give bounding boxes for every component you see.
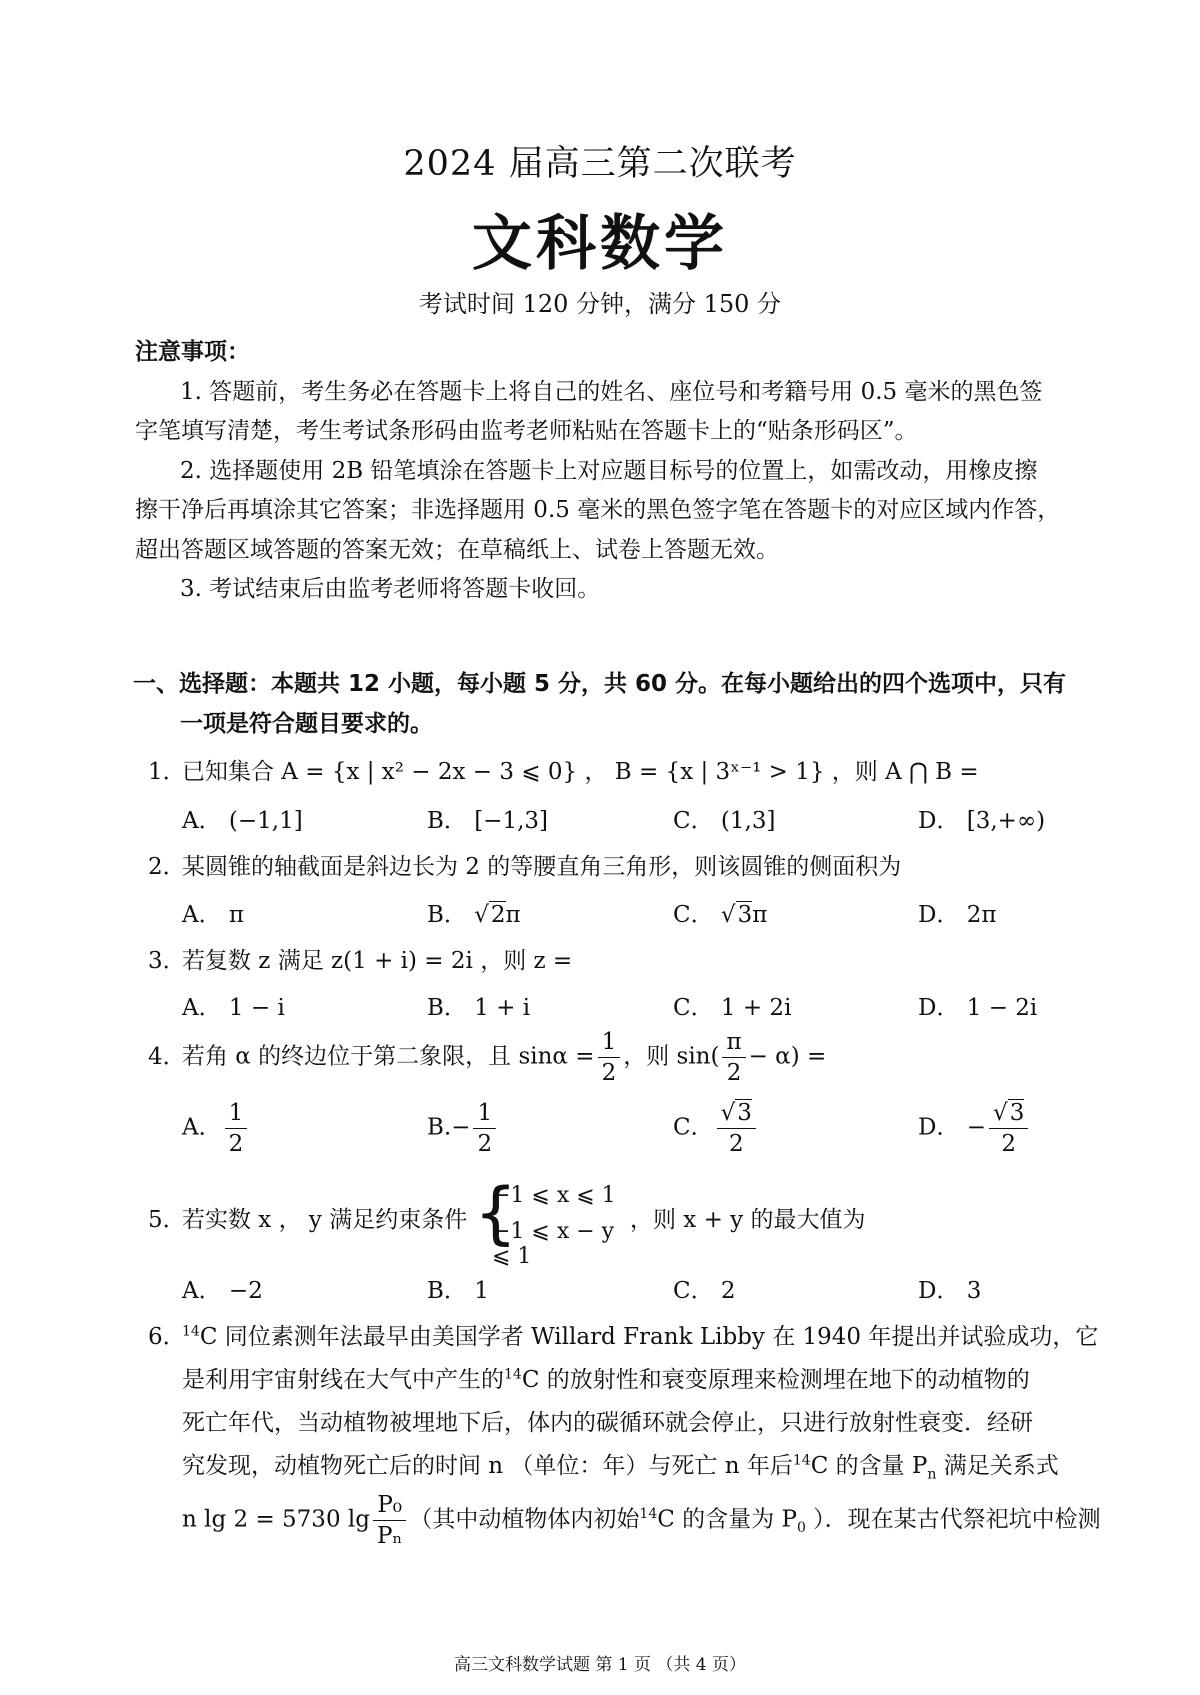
isotope-mass: 14 — [182, 1323, 200, 1340]
question-number: 6． — [148, 1324, 186, 1350]
fraction-denominator: 2 — [728, 1131, 744, 1157]
stem-text: C 的含量 P — [810, 1453, 928, 1479]
question-stem-line — [182, 1361, 1030, 1394]
radicand: 3 — [737, 902, 753, 928]
option-b: B． 1 — [427, 1278, 489, 1304]
fraction — [989, 1098, 1028, 1159]
question-5 — [148, 1201, 467, 1234]
subscript: n — [927, 1466, 937, 1483]
fraction — [717, 1098, 756, 1159]
radicand: 3 — [1009, 1100, 1025, 1126]
question-stem: 若角 α 的终边位于第二象限，且 sinα = — [182, 1043, 595, 1070]
question-6 — [148, 1318, 1098, 1351]
question-2 — [148, 848, 901, 881]
subject-title: 文科数学 — [472, 209, 728, 279]
option-c: C． 1 + 2i — [673, 995, 792, 1021]
fraction-numerator: π — [722, 1027, 745, 1058]
left-brace: { — [474, 1174, 518, 1253]
exam-title: 2024 届高三第二次联考 — [403, 144, 797, 184]
option-b: B． √2π — [427, 902, 521, 928]
fraction-denominator: 2 — [726, 1060, 742, 1086]
constraint-system — [474, 1174, 624, 1269]
question-4 — [148, 1027, 826, 1088]
notice-heading: 注意事项： — [135, 339, 250, 365]
stem-text: C 的放射性和衰变原理来检测埋在地下的动植物的 — [521, 1367, 1030, 1393]
option-suffix: π — [505, 902, 521, 928]
section-heading: 一、选择题：本题共 12 小题，每小题 5 分，共 60 分。在每小题给出的四个选项中，只有 — [133, 671, 1067, 697]
page-footer: 高三文科数学试题 第 1 页 （共 4 页） — [453, 1655, 747, 1675]
stem-text: 满足关系式 — [936, 1453, 1059, 1479]
option-a: A． (−1,1] — [182, 808, 303, 834]
option-c — [673, 1098, 759, 1159]
notice-line: 擦干净后再填涂其它答案；非选择题用 0.5 毫米的黑色签字笔在答题卡的对应区域内作答， — [135, 497, 1061, 523]
option-label: A． — [182, 1114, 222, 1141]
option-d: D． 1 − 2i — [918, 995, 1038, 1021]
notice-line: 2. 选择题使用 2B 铅笔填涂在答题卡上对应题目标号的位置上，如需改动，用橡皮擦 — [180, 458, 1038, 484]
option-label: D． − — [918, 1114, 987, 1141]
question-number: 3． — [148, 948, 186, 974]
option-c: C． 2 — [673, 1278, 736, 1304]
question-stem-line — [182, 1447, 1059, 1483]
stem-text: ）．现在某古代祭祀坑中检测 — [805, 1506, 1101, 1533]
radicand: 2 — [490, 902, 506, 928]
option-d: D． 3 — [918, 1278, 982, 1304]
question-number: 5． — [148, 1207, 186, 1233]
notice-line: 1. 答题前，考生务必在答题卡上将自己的姓名、座位号和考籍号用 0.5 毫米的黑色签 — [180, 379, 1043, 405]
isotope-mass: 14 — [639, 1505, 658, 1522]
stem-text: 是利用宇宙射线在大气中产生的 — [182, 1367, 504, 1393]
option-label: C． — [673, 1114, 714, 1141]
question-stem: ，则 sin( — [623, 1043, 720, 1070]
option-c: C． (1,3] — [673, 808, 776, 834]
fraction-numerator: P₀ — [373, 1490, 406, 1521]
notice-line: 字笔填写清楚，考生考试条形码由监考老师粘贴在答题卡上的“贴条形码区”。 — [135, 418, 918, 444]
option-b — [427, 1098, 499, 1159]
constraint-line: −1 ⩽ x ⩽ 1 — [492, 1183, 616, 1208]
option-label: C． — [673, 902, 721, 928]
option-a: A． π — [182, 902, 245, 928]
option-label: B.− — [427, 1114, 471, 1141]
option-a: A． −2 — [182, 1278, 263, 1304]
option-d: D． [3,+∞) — [918, 808, 1046, 834]
option-b: B． [−1,3] — [427, 808, 549, 834]
question-stem-line: 死亡年代，当动植物被埋地下后，体内的碳循环就会停止，只进行放射性衰变．经研 — [182, 1410, 1033, 1436]
question-stem: 若复数 z 满足 z(1 + i) = 2i ，则 z = — [182, 948, 573, 974]
question-stem: C 同位素测年法最早由美国学者 Willard Frank Libby 在 1940 年提出并试验成功，它 — [199, 1324, 1099, 1350]
stem-text: 究发现，动植物死亡后的时间 n （单位：年）与死亡 n 年后 — [182, 1453, 793, 1479]
notice-line: 超出答题区域答题的答案无效；在草稿纸上、试卷上答题无效。 — [135, 537, 779, 563]
fraction — [225, 1098, 248, 1159]
question-stem: 已知集合 A = {x | x² − 2x − 3 ⩽ 0} ， B = {x | 3ˣ⁻¹ > 1} ，则 A ⋂ B = — [182, 759, 979, 785]
fraction-numerator: 1 — [598, 1027, 621, 1058]
isotope-mass: 14 — [792, 1452, 811, 1469]
fraction-numerator: 1 — [473, 1098, 496, 1129]
question-number: 4． — [148, 1043, 186, 1070]
fraction — [373, 1490, 406, 1551]
constraint-line: −1 ⩽ x − y ⩽ 1 — [492, 1219, 615, 1269]
question-stem-cont: ，则 x + y 的最大值为 — [630, 1207, 866, 1233]
question-formula-line — [182, 1490, 1101, 1551]
fraction-denominator: Pₙ — [376, 1523, 403, 1549]
question-stem: − α) = — [748, 1043, 827, 1070]
fraction-denominator: 2 — [477, 1131, 493, 1157]
fraction — [473, 1098, 496, 1159]
option-label: B． — [427, 902, 475, 928]
fraction — [722, 1027, 745, 1088]
option-a: A． 1 − i — [182, 995, 285, 1021]
option-d — [918, 1098, 1031, 1159]
isotope-mass: 14 — [504, 1366, 522, 1383]
option-suffix: π — [752, 902, 768, 928]
option-b: B． 1 + i — [427, 995, 531, 1021]
formula-lhs: n lg 2 = 5730 lg — [182, 1506, 370, 1533]
section-heading-cont: 一项是符合题目要求的。 — [180, 711, 433, 737]
stem-text: （其中动植物体内初始 — [409, 1506, 640, 1533]
subscript: 0 — [796, 1520, 806, 1537]
exam-time-info: 考试时间 120 分钟，满分 150 分 — [418, 290, 782, 318]
fraction-denominator: 2 — [1001, 1131, 1016, 1157]
option-c: C． √3π — [673, 902, 768, 928]
question-number: 2． — [148, 854, 186, 880]
question-stem: 某圆锥的轴截面是斜边长为 2 的等腰直角三角形，则该圆锥的侧面积为 — [182, 854, 902, 880]
question-number: 1． — [148, 759, 186, 785]
fraction-denominator: 2 — [228, 1131, 244, 1157]
stem-text: C 的含量为 P — [657, 1506, 797, 1533]
question-3 — [148, 942, 572, 975]
fraction-denominator: 2 — [601, 1060, 617, 1086]
option-a — [182, 1098, 250, 1159]
question-stem: 若实数 x ， y 满足约束条件 — [182, 1207, 468, 1233]
question-1 — [148, 753, 979, 786]
fraction — [598, 1027, 621, 1088]
fraction-numerator: √3 — [989, 1098, 1028, 1129]
notice-line: 3. 考试结束后由监考老师将答题卡收回。 — [180, 576, 601, 602]
fraction-numerator: 1 — [225, 1098, 248, 1129]
fraction-numerator: √3 — [717, 1098, 756, 1129]
radicand: 3 — [737, 1100, 752, 1126]
option-d: D． 2π — [918, 902, 997, 928]
